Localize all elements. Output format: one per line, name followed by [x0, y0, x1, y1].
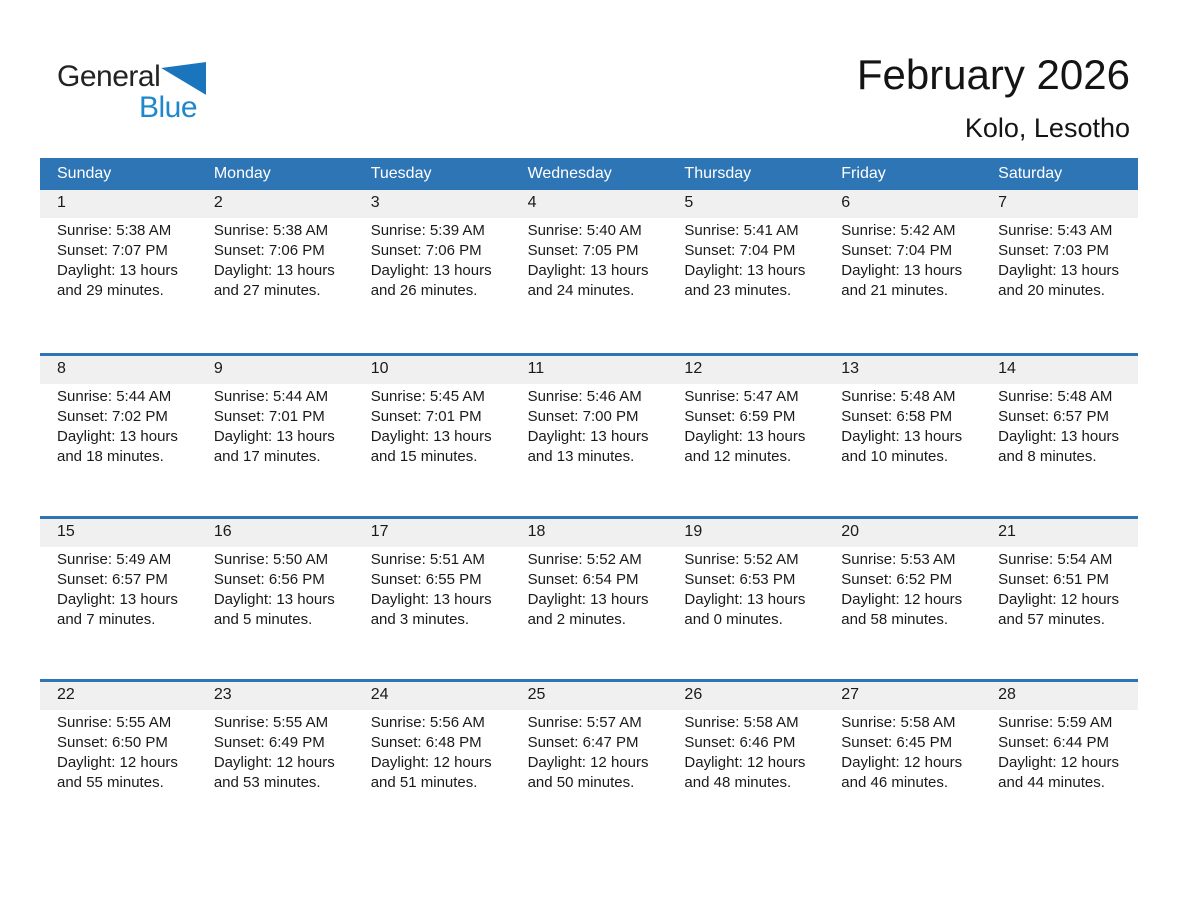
- week-row: [40, 353, 1138, 516]
- day-number-strip: [40, 519, 1138, 547]
- day-number: 9: [213, 360, 223, 377]
- day-cell: [40, 384, 197, 467]
- day-cell: [40, 710, 197, 793]
- day-number: 3: [370, 194, 380, 211]
- day-cell: [667, 547, 824, 630]
- sunset-text: Sunset: 6:53 PM: [684, 571, 796, 588]
- daylight-text-line2: and 8 minutes.: [998, 448, 1097, 465]
- day-number: 1: [57, 194, 66, 211]
- sunset-text: Sunset: 6:54 PM: [527, 571, 639, 588]
- day-cell: [511, 710, 668, 793]
- day-cell: [197, 547, 354, 630]
- day-cell: [824, 218, 981, 301]
- sunrise-text: Sunrise: 5:42 AM: [841, 222, 956, 239]
- sunrise-text: Sunrise: 5:51 AM: [370, 551, 485, 568]
- weekday-header-cell: Thursday: [684, 165, 752, 182]
- day-details-row: [40, 547, 1138, 630]
- day-details-row: [40, 710, 1138, 793]
- day-cell: [511, 547, 668, 630]
- weekday-header-cell: Sunday: [57, 165, 112, 182]
- week-row: [40, 679, 1138, 842]
- sunrise-text: Sunrise: 5:38 AM: [213, 222, 329, 239]
- sunrise-text: Sunrise: 5:48 AM: [998, 388, 1113, 405]
- sunrise-text: Sunrise: 5:55 AM: [57, 714, 172, 731]
- daylight-text-line1: Daylight: 13 hours: [684, 428, 806, 445]
- daylight-text-line1: Daylight: 12 hours: [998, 754, 1120, 771]
- sunset-text: Sunset: 6:56 PM: [213, 571, 325, 588]
- day-cell: [981, 218, 1138, 301]
- sunrise-text: Sunrise: 5:56 AM: [370, 714, 485, 731]
- day-number: 18: [527, 523, 546, 540]
- sunrise-text: Sunrise: 5:45 AM: [370, 388, 485, 405]
- daylight-text-line2: and 13 minutes.: [527, 448, 635, 465]
- day-cell: [824, 710, 981, 793]
- weekday-header-cell: Monday: [213, 165, 271, 182]
- day-details-row: [40, 218, 1138, 301]
- day-number: 15: [57, 523, 75, 540]
- day-cell: [40, 218, 197, 301]
- daylight-text-line2: and 51 minutes.: [370, 774, 478, 791]
- day-cell: [981, 710, 1138, 793]
- daylight-text-line2: and 3 minutes.: [370, 611, 470, 628]
- daylight-text-line1: Daylight: 13 hours: [370, 591, 492, 608]
- daylight-text-line1: Daylight: 13 hours: [841, 262, 963, 279]
- day-cell: [354, 384, 511, 467]
- daylight-text-line2: and 29 minutes.: [57, 282, 164, 299]
- day-cell: [40, 547, 197, 630]
- day-cell: [197, 218, 354, 301]
- day-cell: [667, 218, 824, 301]
- week-row: [40, 190, 1138, 353]
- day-number: 23: [213, 686, 232, 703]
- logo-text-general: General: [57, 60, 161, 93]
- sunset-text: Sunset: 7:00 PM: [527, 408, 639, 425]
- daylight-text-line2: and 53 minutes.: [213, 774, 321, 791]
- day-number: 27: [841, 686, 860, 703]
- daylight-text-line1: Daylight: 13 hours: [527, 591, 649, 608]
- sunrise-text: Sunrise: 5:40 AM: [527, 222, 642, 239]
- day-cell: [981, 547, 1138, 630]
- daylight-text-line2: and 2 minutes.: [527, 611, 626, 628]
- daylight-text-line1: Daylight: 13 hours: [370, 428, 492, 445]
- daylight-text-line1: Daylight: 13 hours: [841, 428, 963, 445]
- daylight-text-line2: and 44 minutes.: [998, 774, 1105, 791]
- daylight-text-line1: Daylight: 13 hours: [213, 591, 335, 608]
- weekday-header-cell: Saturday: [998, 165, 1063, 182]
- sunrise-text: Sunrise: 5:43 AM: [998, 222, 1113, 239]
- daylight-text-line2: and 57 minutes.: [998, 611, 1105, 628]
- day-cell: [197, 710, 354, 793]
- sunrise-text: Sunrise: 5:44 AM: [213, 388, 329, 405]
- daylight-text-line1: Daylight: 12 hours: [998, 591, 1120, 608]
- day-details-row: [40, 384, 1138, 467]
- daylight-text-line2: and 50 minutes.: [527, 774, 635, 791]
- day-cell: [511, 384, 668, 467]
- sunset-text: Sunset: 6:51 PM: [998, 571, 1110, 588]
- daylight-text-line1: Daylight: 13 hours: [684, 262, 806, 279]
- sunrise-text: Sunrise: 5:57 AM: [527, 714, 642, 731]
- sunrise-text: Sunrise: 5:53 AM: [841, 551, 956, 568]
- daylight-text-line2: and 10 minutes.: [841, 448, 949, 465]
- sunrise-text: Sunrise: 5:58 AM: [684, 714, 799, 731]
- day-number: 13: [841, 360, 860, 377]
- daylight-text-line2: and 12 minutes.: [684, 448, 792, 465]
- daylight-text-line1: Daylight: 12 hours: [370, 754, 492, 771]
- day-number: 4: [527, 194, 537, 211]
- sunset-text: Sunset: 6:59 PM: [684, 408, 796, 425]
- daylight-text-line2: and 17 minutes.: [213, 448, 321, 465]
- sunrise-text: Sunrise: 5:58 AM: [841, 714, 956, 731]
- sunset-text: Sunset: 7:06 PM: [370, 242, 482, 259]
- sunset-text: Sunset: 7:02 PM: [57, 408, 168, 425]
- day-number: 21: [998, 523, 1016, 540]
- weekday-header-cell: Tuesday: [370, 165, 432, 182]
- daylight-text-line2: and 55 minutes.: [57, 774, 164, 791]
- weekday-header-row: [40, 158, 1138, 190]
- daylight-text-line2: and 46 minutes.: [841, 774, 949, 791]
- day-number: 14: [998, 360, 1016, 377]
- weekday-header-cell: Friday: [841, 165, 886, 182]
- daylight-text-line1: Daylight: 13 hours: [527, 262, 649, 279]
- sunset-text: Sunset: 6:44 PM: [998, 734, 1110, 751]
- sunrise-text: Sunrise: 5:54 AM: [998, 551, 1113, 568]
- daylight-text-line1: Daylight: 12 hours: [213, 754, 335, 771]
- day-cell: [354, 547, 511, 630]
- daylight-text-line1: Daylight: 13 hours: [684, 591, 806, 608]
- sunrise-text: Sunrise: 5:38 AM: [57, 222, 172, 239]
- day-cell: [354, 710, 511, 793]
- day-cell: [197, 384, 354, 467]
- sunset-text: Sunset: 6:45 PM: [841, 734, 953, 751]
- sunset-text: Sunset: 7:07 PM: [57, 242, 168, 259]
- sunset-text: Sunset: 6:57 PM: [57, 571, 168, 588]
- daylight-text-line1: Daylight: 13 hours: [527, 428, 649, 445]
- day-number: 28: [998, 686, 1016, 703]
- day-number-strip: [40, 682, 1138, 710]
- sunrise-text: Sunrise: 5:50 AM: [213, 551, 329, 568]
- day-cell: [824, 547, 981, 630]
- page-location: Kolo, Lesotho: [964, 113, 1130, 143]
- daylight-text-line2: and 18 minutes.: [57, 448, 164, 465]
- sunrise-text: Sunrise: 5:52 AM: [527, 551, 642, 568]
- sunrise-text: Sunrise: 5:52 AM: [684, 551, 799, 568]
- week-row: [40, 516, 1138, 679]
- day-number: 19: [684, 523, 703, 540]
- daylight-text-line1: Daylight: 13 hours: [998, 428, 1120, 445]
- day-number: 5: [684, 194, 694, 211]
- day-cell: [667, 710, 824, 793]
- day-number: 24: [370, 686, 389, 703]
- sunrise-text: Sunrise: 5:47 AM: [684, 388, 799, 405]
- calendar-weeks: [40, 190, 1138, 842]
- sunset-text: Sunset: 6:52 PM: [841, 571, 953, 588]
- daylight-text-line1: Daylight: 13 hours: [57, 591, 178, 608]
- day-number: 26: [684, 686, 703, 703]
- sunset-text: Sunset: 7:03 PM: [998, 242, 1110, 259]
- sunset-text: Sunset: 7:04 PM: [841, 242, 953, 259]
- daylight-text-line2: and 0 minutes.: [684, 611, 783, 628]
- sunrise-text: Sunrise: 5:46 AM: [527, 388, 642, 405]
- daylight-text-line1: Daylight: 12 hours: [57, 754, 178, 771]
- day-cell: [667, 384, 824, 467]
- sunset-text: Sunset: 7:05 PM: [527, 242, 639, 259]
- daylight-text-line1: Daylight: 13 hours: [57, 428, 178, 445]
- daylight-text-line2: and 26 minutes.: [370, 282, 478, 299]
- sunrise-text: Sunrise: 5:59 AM: [998, 714, 1113, 731]
- day-number: 20: [841, 523, 860, 540]
- day-number: 22: [57, 686, 75, 703]
- day-cell: [824, 384, 981, 467]
- daylight-text-line2: and 5 minutes.: [213, 611, 313, 628]
- sunset-text: Sunset: 6:55 PM: [370, 571, 482, 588]
- daylight-text-line2: and 20 minutes.: [998, 282, 1105, 299]
- day-number: 2: [213, 194, 223, 211]
- sunset-text: Sunset: 6:50 PM: [57, 734, 168, 751]
- daylight-text-line2: and 7 minutes.: [57, 611, 156, 628]
- sunset-text: Sunset: 6:47 PM: [527, 734, 639, 751]
- sunset-text: Sunset: 6:57 PM: [998, 408, 1110, 425]
- day-number: 10: [370, 360, 389, 377]
- day-cell: [354, 218, 511, 301]
- daylight-text-line1: Daylight: 13 hours: [213, 262, 335, 279]
- sunrise-text: Sunrise: 5:49 AM: [57, 551, 172, 568]
- sunset-text: Sunset: 7:04 PM: [684, 242, 796, 259]
- day-cell: [511, 218, 668, 301]
- daylight-text-line1: Daylight: 12 hours: [841, 754, 963, 771]
- day-number: 12: [684, 360, 703, 377]
- day-number: 17: [370, 523, 389, 540]
- logo-text-blue: Blue: [138, 91, 197, 124]
- sunset-text: Sunset: 7:06 PM: [213, 242, 325, 259]
- sunset-text: Sunset: 7:01 PM: [370, 408, 482, 425]
- daylight-text-line2: and 23 minutes.: [684, 282, 792, 299]
- sunset-text: Sunset: 6:46 PM: [684, 734, 796, 751]
- day-number: 11: [527, 360, 545, 377]
- page-title: February 2026: [856, 51, 1130, 98]
- day-cell: [981, 384, 1138, 467]
- sunrise-text: Sunrise: 5:48 AM: [841, 388, 956, 405]
- day-number: 7: [998, 194, 1008, 211]
- day-number-strip: [40, 190, 1138, 218]
- daylight-text-line2: and 58 minutes.: [841, 611, 949, 628]
- sunrise-text: Sunrise: 5:39 AM: [370, 222, 485, 239]
- day-number: 6: [841, 194, 851, 211]
- daylight-text-line2: and 27 minutes.: [213, 282, 321, 299]
- sunset-text: Sunset: 6:58 PM: [841, 408, 953, 425]
- sunset-text: Sunset: 6:48 PM: [370, 734, 482, 751]
- daylight-text-line2: and 48 minutes.: [684, 774, 792, 791]
- day-number: 25: [527, 686, 546, 703]
- daylight-text-line1: Daylight: 13 hours: [370, 262, 492, 279]
- daylight-text-line2: and 15 minutes.: [370, 448, 478, 465]
- daylight-text-line1: Daylight: 13 hours: [57, 262, 178, 279]
- calendar-table: [40, 158, 1138, 842]
- daylight-text-line1: Daylight: 12 hours: [684, 754, 806, 771]
- daylight-text-line1: Daylight: 13 hours: [998, 262, 1120, 279]
- daylight-text-line2: and 24 minutes.: [527, 282, 635, 299]
- weekday-header-cell: Wednesday: [527, 165, 612, 182]
- daylight-text-line1: Daylight: 12 hours: [841, 591, 963, 608]
- sunset-text: Sunset: 7:01 PM: [213, 408, 325, 425]
- daylight-text-line1: Daylight: 12 hours: [527, 754, 649, 771]
- sunset-text: Sunset: 6:49 PM: [213, 734, 325, 751]
- day-number: 8: [57, 360, 66, 377]
- sunrise-text: Sunrise: 5:44 AM: [57, 388, 172, 405]
- daylight-text-line1: Daylight: 13 hours: [213, 428, 335, 445]
- day-number-strip: [40, 356, 1138, 384]
- sunrise-text: Sunrise: 5:55 AM: [213, 714, 329, 731]
- sunrise-text: Sunrise: 5:41 AM: [684, 222, 799, 239]
- daylight-text-line2: and 21 minutes.: [841, 282, 949, 299]
- general-blue-logo: [57, 60, 207, 124]
- day-number: 16: [213, 523, 232, 540]
